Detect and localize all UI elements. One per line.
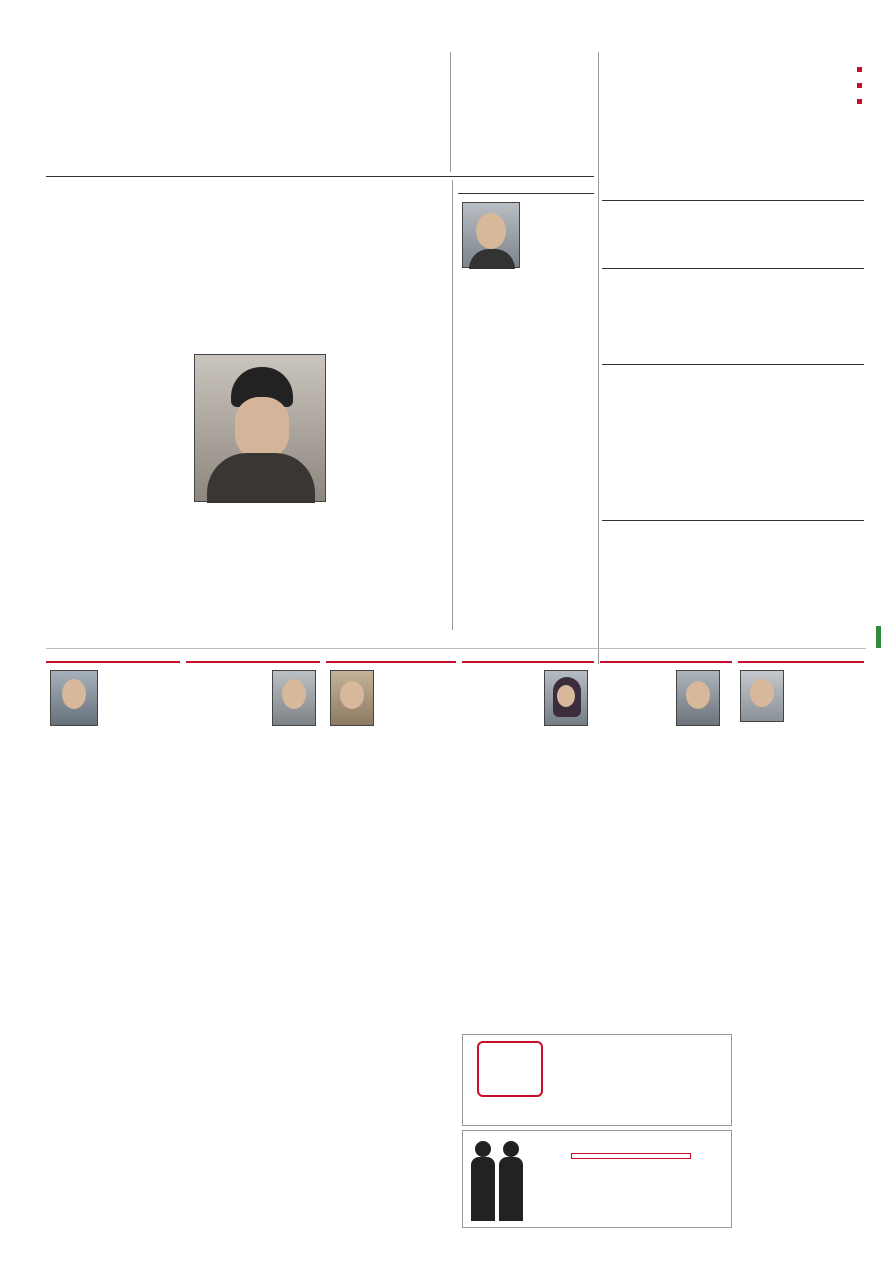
photo-momeni: [676, 670, 720, 726]
photo-khatami: [194, 354, 326, 502]
opinion-body: [460, 274, 592, 618]
column-body: [326, 732, 456, 1216]
main-body-col-right: [330, 354, 446, 620]
figure-face: [235, 397, 289, 459]
section-header: [186, 649, 320, 663]
photo-mohajeri: [740, 670, 784, 722]
lead-story: [604, 58, 862, 110]
green-edge-mark: [876, 626, 881, 648]
column-body: [738, 730, 864, 1016]
figure-face: [557, 685, 575, 707]
story-journalist: [604, 528, 862, 534]
section-header: [46, 649, 180, 663]
main-body-col-mid: [194, 506, 326, 620]
figure-face: [62, 679, 86, 709]
column-turban: [326, 668, 456, 1030]
figure-face: [340, 681, 364, 709]
photo-abdi: [462, 202, 520, 268]
ad-org: [571, 1153, 691, 1159]
photo-pirmoazen: [50, 670, 98, 726]
column-madani: [600, 668, 732, 1030]
ad-silhouettes: [469, 1137, 531, 1223]
column-body: [46, 732, 180, 1210]
figure-robe: [207, 453, 315, 503]
main-story: [48, 180, 446, 344]
photo-mansouri: [544, 670, 588, 726]
bullet-item: [604, 78, 862, 94]
column-dialogue: [462, 668, 594, 1030]
column-politics: [738, 668, 864, 1030]
column-body: [186, 732, 320, 1210]
bullet-item: [604, 94, 862, 110]
lead-bullets: [604, 62, 862, 110]
figure-face: [750, 679, 774, 707]
column-body: [462, 732, 594, 978]
section-header: [462, 649, 594, 663]
condolence: [738, 1036, 864, 1037]
story-labor: [604, 370, 862, 374]
teaser-music: [322, 52, 446, 172]
opinion-column: [458, 180, 594, 630]
figure-body: [469, 249, 515, 269]
main-body-col-left: [48, 354, 188, 612]
figure-face: [476, 213, 506, 249]
photo-nowrouzi: [330, 670, 374, 726]
column-body: [600, 732, 732, 1016]
column-banking: [186, 668, 320, 1228]
bullet-item: [604, 62, 862, 78]
section-header: [326, 649, 456, 663]
section-header: [738, 649, 864, 663]
masthead: [48, 52, 320, 172]
teaser-football: [456, 52, 592, 172]
masthead-logo: [48, 52, 320, 152]
ad-etemadonline[interactable]: [462, 1034, 732, 1126]
ad-online-logo: [477, 1041, 543, 1097]
column-capital-flight: [46, 668, 180, 1228]
figure-face: [686, 681, 710, 709]
photo-kashani: [272, 670, 316, 726]
column-header: [458, 180, 594, 194]
section-header: [600, 649, 732, 663]
ad-classifieds[interactable]: [462, 1130, 732, 1228]
figure-face: [282, 679, 306, 709]
